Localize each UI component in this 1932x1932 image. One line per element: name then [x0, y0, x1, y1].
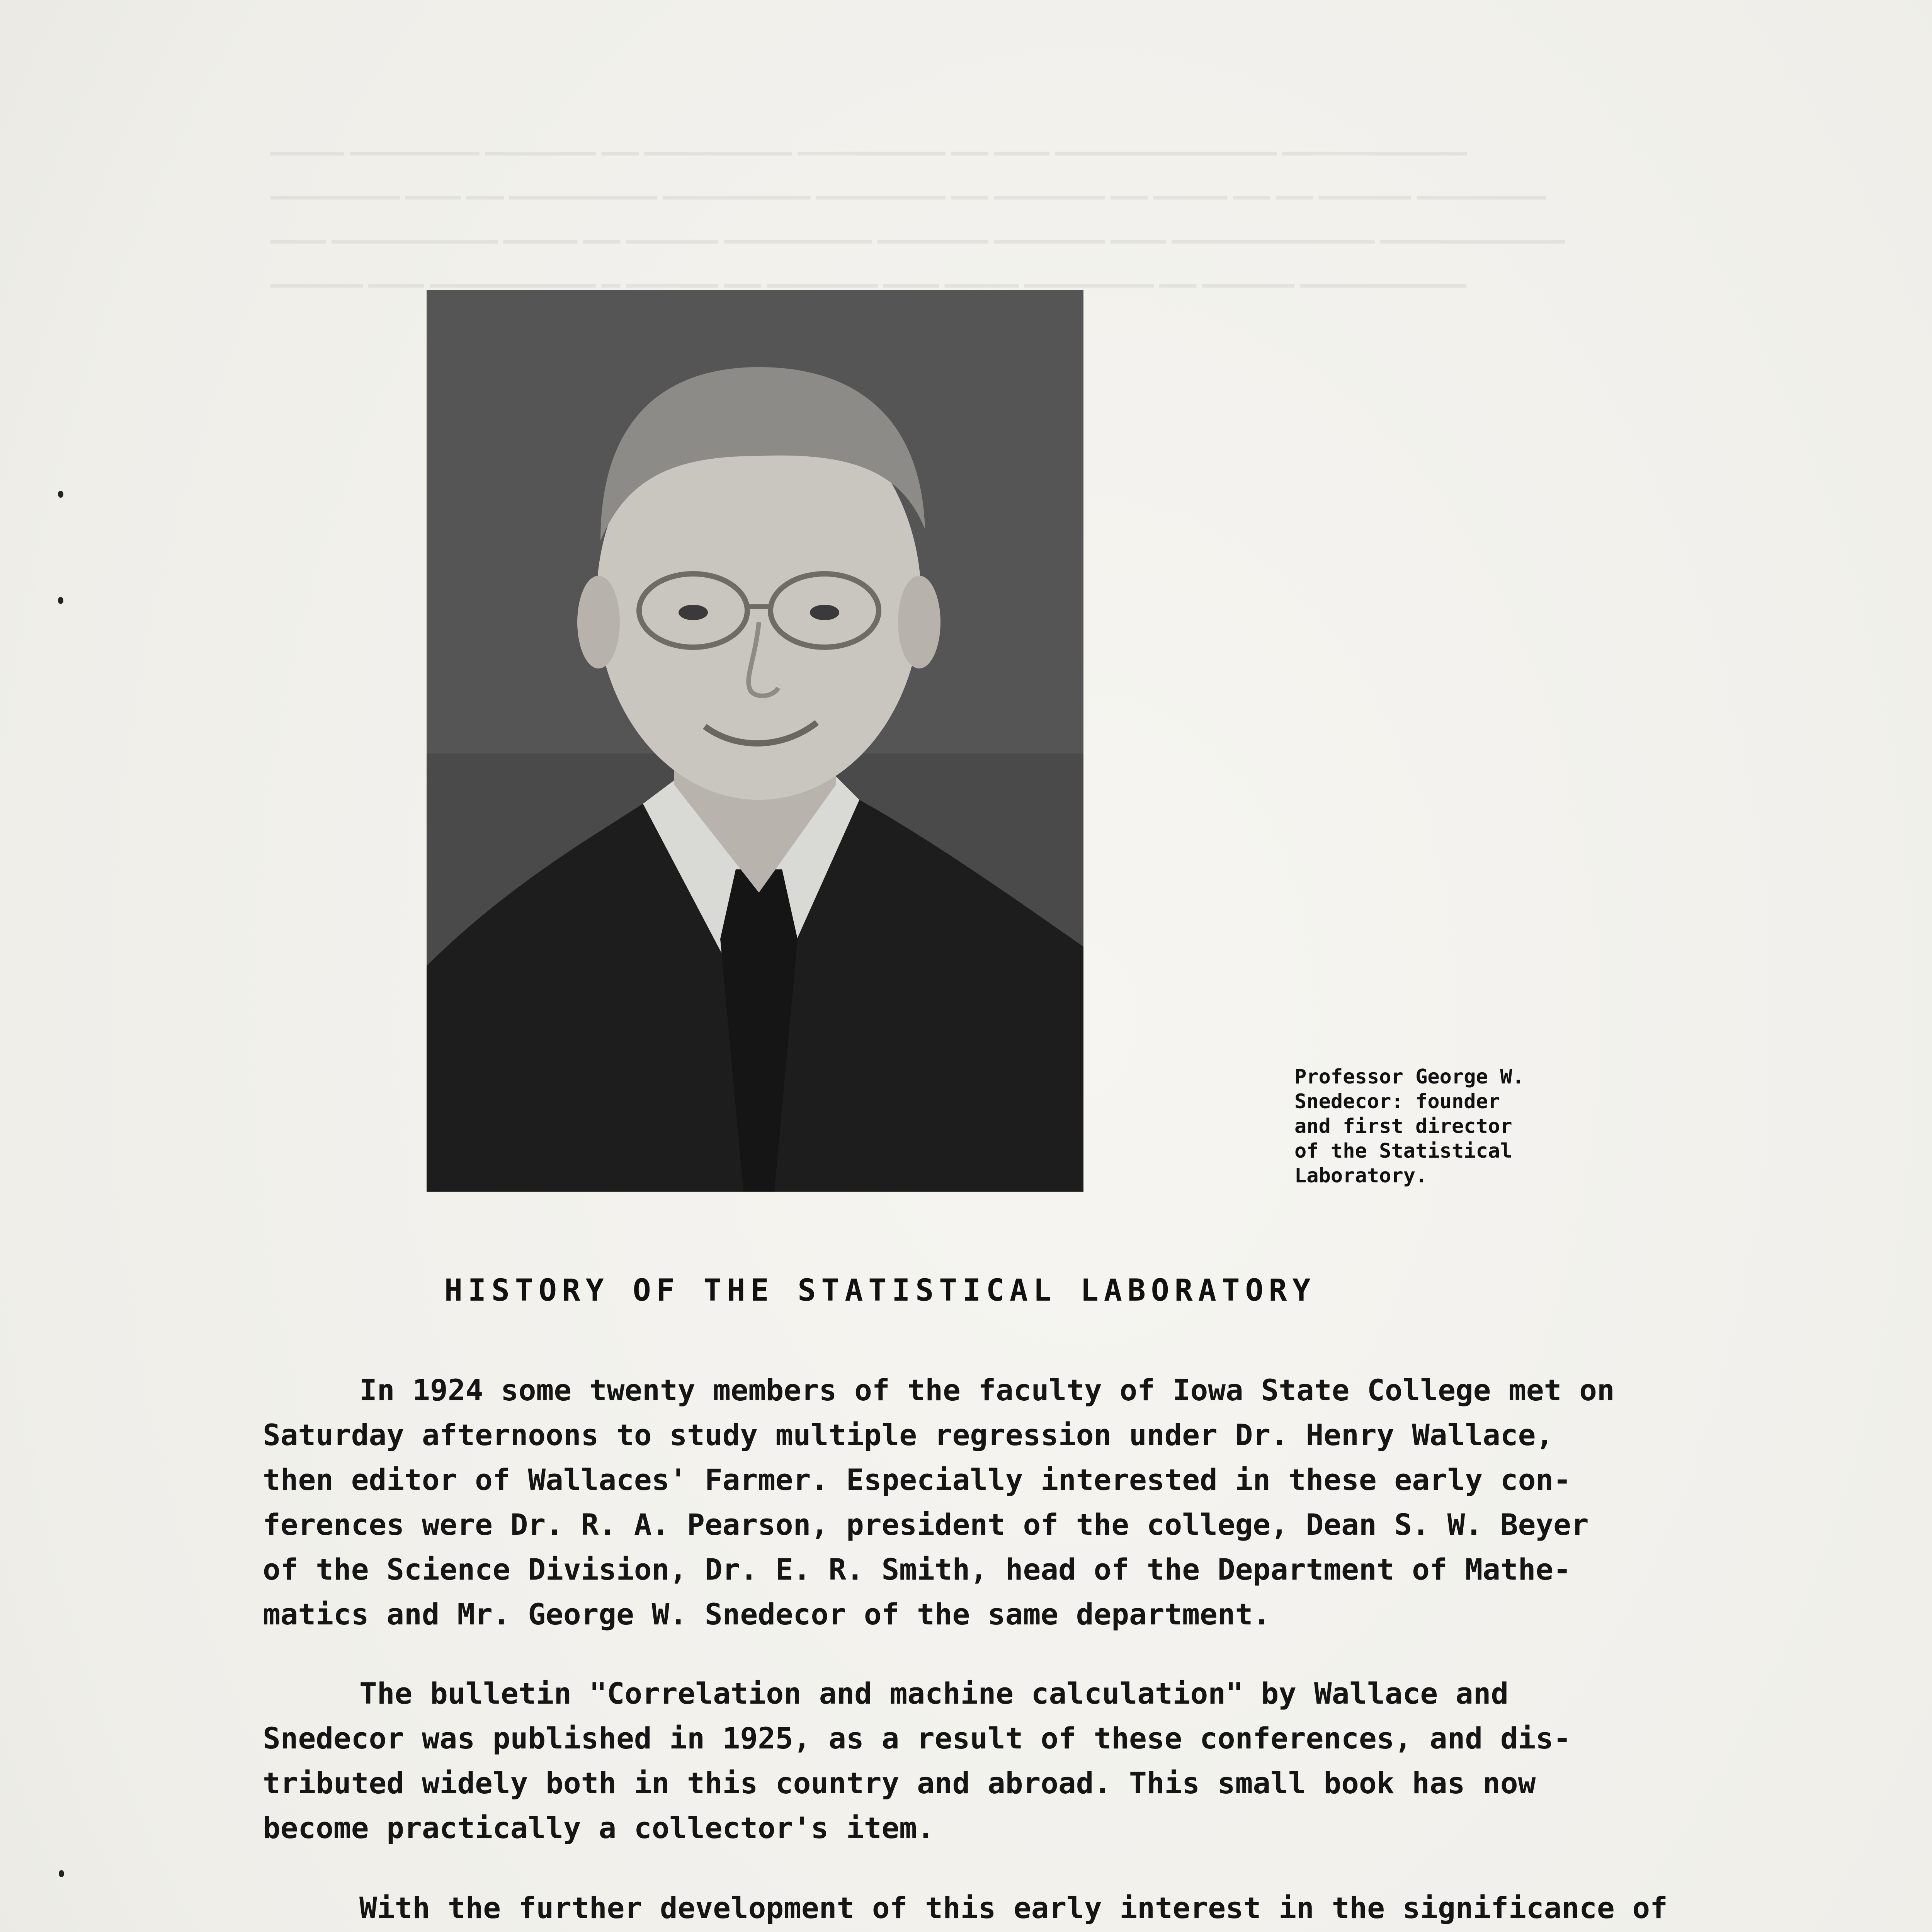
margin-speck [58, 597, 63, 604]
text-line [263, 1930, 1793, 1932]
text-line: Snedecor was published in 1925, as a result of these conferences, and dis- [263, 1721, 1571, 1755]
caption-line: Professor George W. [1294, 1065, 1524, 1088]
page-title: HISTORY OF THE STATISTICAL LABORATORY [444, 1273, 1316, 1308]
caption-line: and first director [1294, 1115, 1512, 1138]
paragraph-2 [263, 1671, 1793, 1850]
bleed-through-texture: ▁▁▁▁ ▁▁▁▁▁▁▁ ▁▁▁▁▁▁ ▁▁ ▁▁▁▁▁▁▁▁ ▁▁▁▁▁▁▁▁ ▁▁ ▁▁▁ ▁▁▁▁▁▁▁▁▁▁▁▁ ▁▁▁▁▁▁▁▁▁▁ ▁▁▁▁▁▁▁ ▁▁▁ ▁▁ ▁▁▁▁▁▁▁▁ ▁▁▁▁▁▁▁▁ ▁▁▁▁▁▁▁ ▁▁ ▁▁▁▁▁▁ ▁▁ ▁▁▁▁ ▁▁ ▁▁ ▁▁▁▁▁ ▁▁▁▁▁▁▁ ▁▁▁ ▁▁▁▁▁▁▁▁▁ ▁▁▁▁ ▁▁ ▁▁▁▁▁ ▁▁▁▁▁▁▁▁ ▁▁▁▁▁▁ ▁▁▁▁▁▁ ▁▁▁ ▁▁▁▁▁▁▁▁▁▁▁ ▁▁▁▁▁▁▁▁▁▁ ▁▁▁▁▁ ▁▁▁ ▁▁▁▁▁▁▁▁▁ ▁ ▁▁▁▁▁ ▁▁ ▁▁▁▁▁▁ ▁▁▁ ▁▁▁▁ ▁▁▁▁▁▁▁ ▁▁ ▁▁▁▁▁ ▁▁▁▁▁▁▁▁▁ [270, 129, 1565, 287]
portrait-illustration [427, 290, 1083, 1192]
text-line: then editor of Wallaces' Farmer. Especially interested in these early con- [263, 1463, 1571, 1497]
text-line: The bulletin "Correlation and machine calculation" by Wallace and [359, 1676, 1509, 1711]
caption-line: Laboratory. [1294, 1164, 1428, 1187]
text-line: matics and Mr. George W. Snedecor of the same department. [263, 1597, 1271, 1631]
photo-caption [1294, 1065, 1642, 1188]
text-line: ferences were Dr. R. A. Pearson, president of the college, Dean S. W. Beyer [263, 1507, 1589, 1542]
margin-speck [58, 491, 63, 498]
caption-line: of the Statistical [1294, 1139, 1512, 1163]
paragraph-3 [263, 1886, 1793, 1932]
text-line: Saturday afternoons to study multiple regression under Dr. Henry Wallace, [263, 1418, 1554, 1452]
text-line: tributed widely both in this country and abroad. This small book has now [263, 1766, 1536, 1800]
margin-speck [59, 1870, 64, 1877]
text-line: With the further development of this early interest in the significance of [359, 1891, 1668, 1925]
text-line: become practically a collector's item. [263, 1811, 935, 1845]
portrait-photo [427, 290, 1083, 1192]
text-line: In 1924 some twenty members of the faculty of Iowa State College met on [359, 1373, 1615, 1407]
caption-line: Snedecor: founder [1294, 1090, 1500, 1113]
text-line: of the Science Division, Dr. E. R. Smith, head of the Department of Mathe- [263, 1552, 1571, 1587]
paragraph-1 [263, 1368, 1793, 1637]
